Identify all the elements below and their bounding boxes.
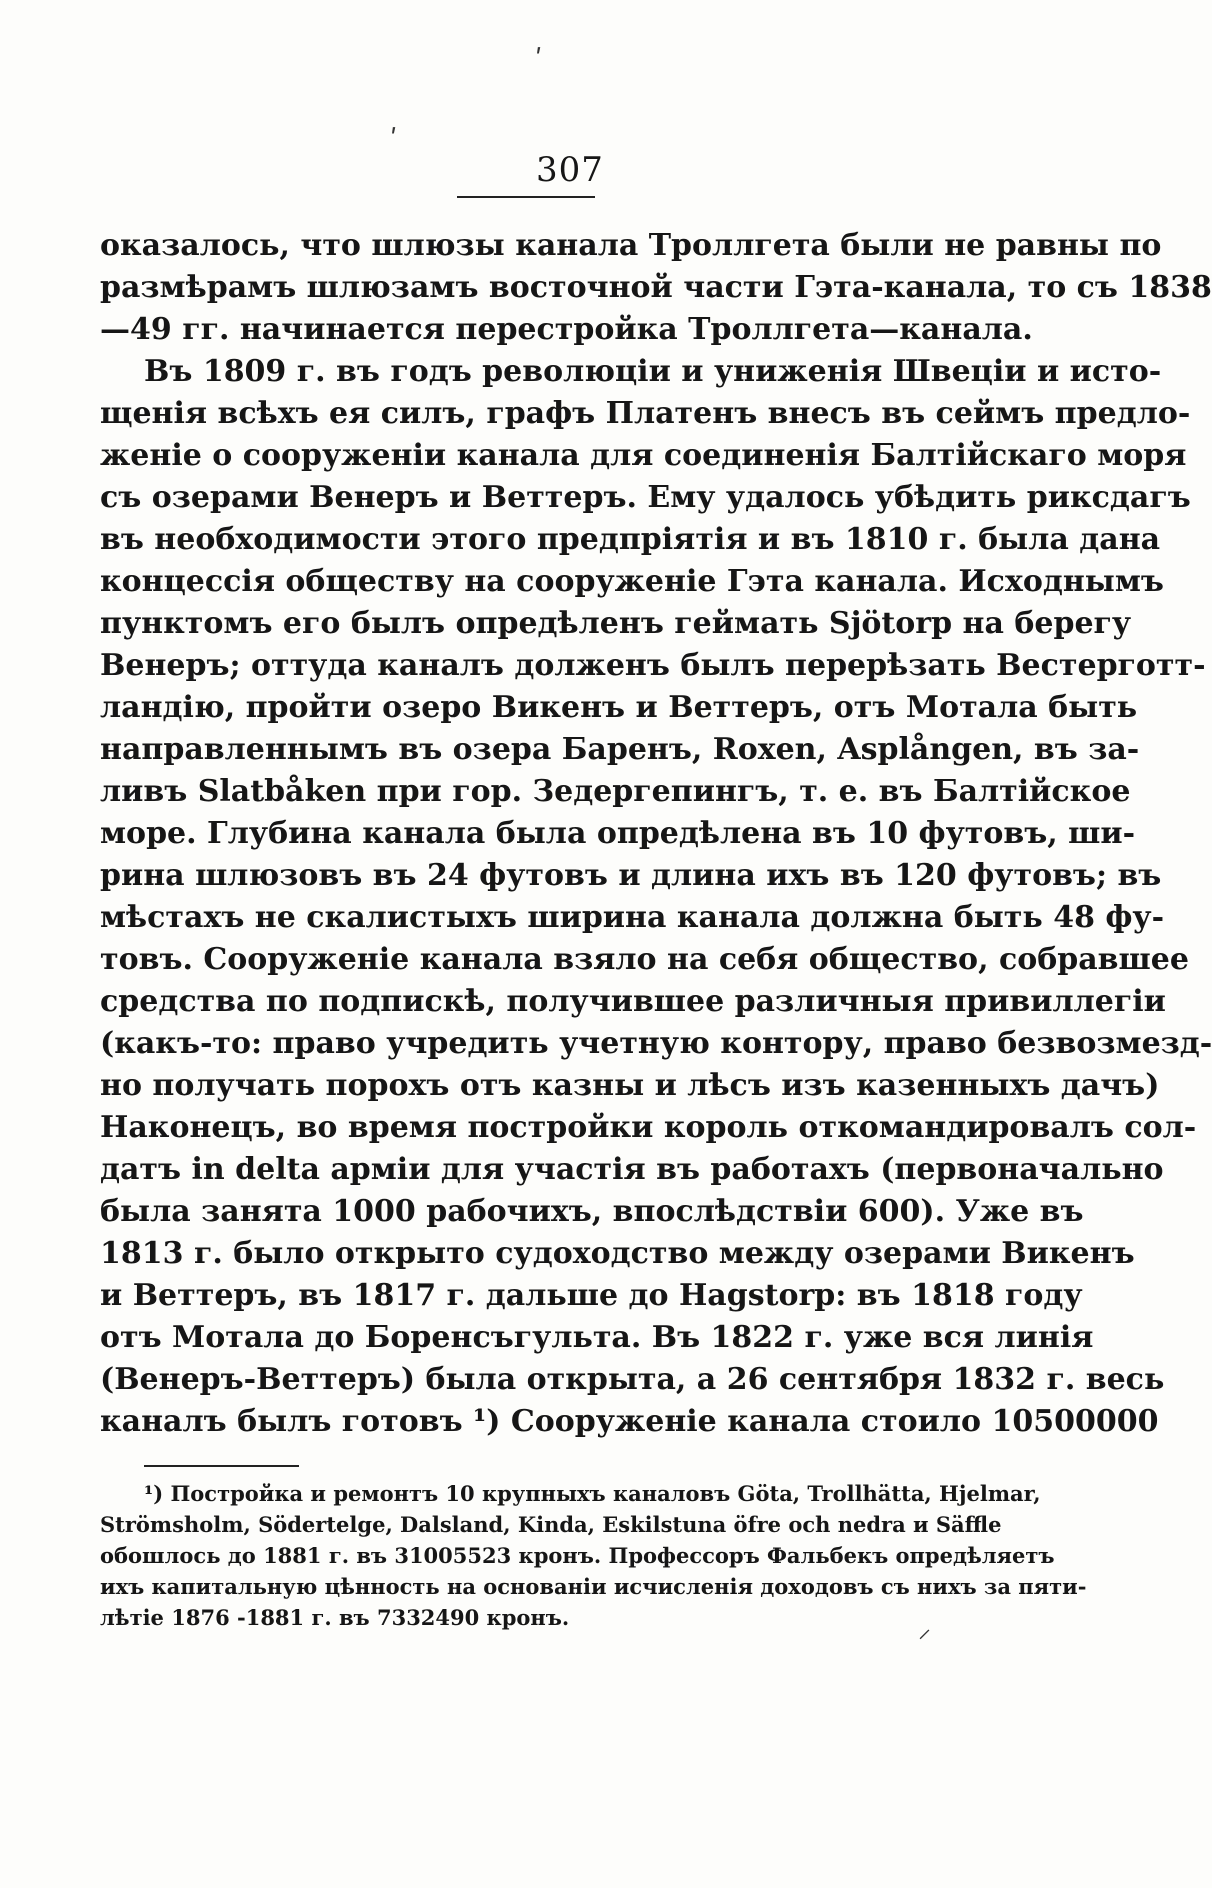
body-line: была занята 1000 рабочихъ, впослѣдствіи 600). Уже въ [100, 1194, 1084, 1229]
body-line: и Веттеръ, въ 1817 г. дальше до Hagstorp: въ 1818 году [100, 1278, 1083, 1313]
body-line: товъ. Сооруженіе канала взяло на себя общество, собравшее [100, 942, 1189, 977]
footnote-line: обошлось до 1881 г. въ 31005523 кронъ. Профессоръ Фальбекъ опредѣляетъ [100, 1543, 1055, 1568]
body-line: Венеръ; оттуда каналъ долженъ былъ перерѣзать Вестерготт- [100, 648, 1206, 683]
footnote-line: ихъ капитальную цѣнность на основаніи исчисленія доходовъ съ нихъ за пяти- [100, 1574, 1087, 1599]
body-line: концессія обществу на сооруженіе Гэта канала. Исходнымъ [100, 564, 1164, 599]
body-line: средства по подпискѣ, получившее различныя привиллегіи [100, 984, 1166, 1019]
body-line: каналъ былъ готовъ ¹) Сооруженіе канала стоило 10500000 [100, 1404, 1159, 1439]
body-line: съ озерами Венеръ и Веттеръ. Ему удалось убѣдить риксдагъ [100, 480, 1191, 515]
body-line: ландію, пройти озеро Викенъ и Веттеръ, отъ Мотала быть [100, 690, 1138, 725]
body-line: въ необходимости этого предпріятія и въ 1810 г. была дана [100, 522, 1161, 557]
body-line: (Венеръ-Веттеръ) была открыта, а 26 сентября 1832 г. весь [100, 1362, 1165, 1397]
body-line: 1813 г. было открыто судоходство между озерами Викенъ [100, 1236, 1135, 1271]
body-line: щенія всѣхъ ея силъ, графъ Платенъ внесъ въ сеймъ предло- [100, 396, 1191, 431]
body-line: —49 гг. начинается перестройка Троллгета—канала. [100, 312, 1033, 347]
footnote-rule [144, 1465, 299, 1467]
body-line: направленнымъ въ озера Баренъ, Roxen, Asplången, въ за- [100, 732, 1140, 767]
body-line: датъ in delta арміи для участія въ работахъ (первоначально [100, 1152, 1164, 1187]
body-line: море. Глубина канала была опредѣлена въ 10 футовъ, ши- [100, 816, 1136, 851]
body-line: но получать порохъ отъ казны и лѣсъ изъ казенныхъ дачъ) [100, 1068, 1160, 1103]
page-number: 307 [536, 150, 604, 190]
footnote-line: лѣтіе 1876 -1881 г. въ 7332490 кронъ. [100, 1605, 570, 1630]
body-line: оказалось, что шлюзы канала Троллгета были не равны по [100, 228, 1162, 263]
body-line: ливъ Slatbåken при гор. Зедергепингъ, т. е. въ Балтійское [100, 774, 1131, 809]
body-line: мѣстахъ не скалистыхъ ширина канала должна быть 48 фу- [100, 900, 1165, 935]
body-line: размѣрамъ шлюзамъ восточной части Гэта-канала, то съ 1838 [100, 270, 1212, 305]
stray-mark-bottom: ⸍ [918, 1625, 932, 1655]
body-text [100, 225, 1212, 1443]
body-line: женіе о сооруженіи канала для соединенія Балтійскаго моря [100, 438, 1187, 473]
body-line: (какъ-то: право учредить учетную контору, право безвозмезд- [100, 1026, 1212, 1061]
body-line: пунктомъ его былъ опредѣленъ геймать Sjötorp на берегу [100, 606, 1132, 641]
body-line: отъ Мотала до Боренсъгульта. Въ 1822 г. уже вся линія [100, 1320, 1094, 1355]
footnote-line: Strömsholm, Södertelge, Dalsland, Kinda, Eskilstuna öfre och nedra и Säffle [100, 1512, 1002, 1537]
header-rule [457, 196, 595, 198]
body-line: Въ 1809 г. въ годъ революціи и униженія Швеціи и исто- [144, 354, 1162, 389]
body-line: рина шлюзовъ въ 24 футовъ и длина ихъ въ 120 футовъ; въ [100, 858, 1162, 893]
footnote [100, 1478, 1087, 1633]
stray-mark-header: ʹ [390, 125, 398, 155]
footnote-line: ¹) Постройка и ремонтъ 10 крупныхъ каналовъ Göta, Trollhätta, Hjelmar, [144, 1481, 1041, 1506]
body-line: Наконецъ, во время постройки король откомандировалъ сол- [100, 1110, 1197, 1145]
stray-mark-top: ʹ [535, 45, 543, 75]
